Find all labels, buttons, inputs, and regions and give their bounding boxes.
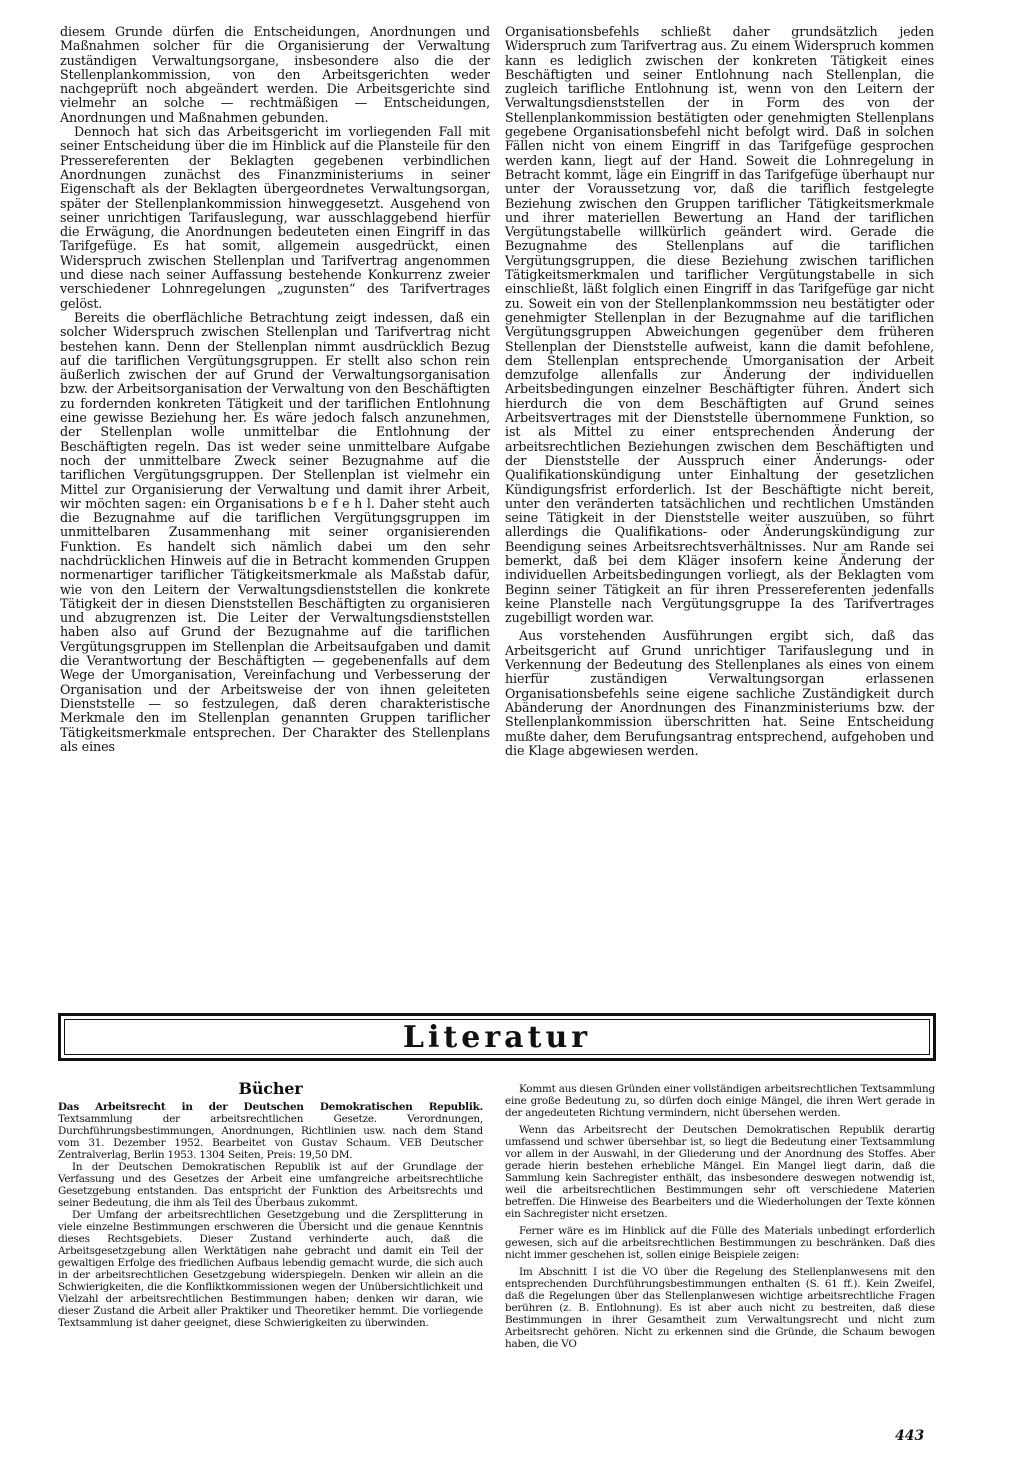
- paragraph: diesem Grunde dürfen die Entscheidungen, Anordnungen und Maßnahmen solcher für die Organisierung der Verwaltung zuständigen Verwaltungsorgane, insbesondere also die der Stellenplankommission, von den Arbeitsgerichten weder nachgeprüft noch abgeändert werden. Die Arbeitsgerichte sind vielmehr an solche — rechtmäßigen — Entscheidungen, Anordnungen und Maßnahmen gebunden.: [60, 24, 490, 125]
- upper-right-column: [505, 25, 934, 758]
- paragraph: Ferner wäre es im Hinblick auf die Fülle des Materials unbedingt erforderlich gewesen, sich auf die arbeitsrechtlichen Bestimmungen zu beschränken. Daß dies nicht immer geschehen ist, sollen einige Beispiele zeigen:: [505, 1225, 935, 1261]
- page-number: 443: [895, 1428, 925, 1444]
- paragraph: Bereits die oberflächliche Betrachtung zeigt indessen, daß ein solcher Widerspruch zwischen Stellenplan und Tarifvertrag nicht bestehen kann. Denn der Stellenplan nimmt ausdrücklich Bezug auf die tariflichen Vergütungsgruppen. Er stellt also schon rein äußerlich zwischen der auf Grund der Verwaltungsorganisation bzw. der Arbeitsorganisation der Verwaltung von den Beschäftigten zu fordernden konkreten Tätigkeit und der tariflichen Entlohnung eine gewisse Beziehung her. Es wäre jedoch falsch anzunehmen, der Stellenplan wolle unmittelbar die Entlohnung der Beschäftigten regeln. Das ist weder seine unmittelbare Aufgabe noch der unmittelbare Zweck seiner Bezugnahme auf die tariflichen Vergütungsgruppen. Der Stellenplan ist vielmehr ein Mittel zur Organisierung der Verwaltung und damit ihrer Arbeit, wir möchten sagen: ein Organisations b e f e h l. Daher steht auch die Bezugnahme auf die tariflichen Vergütungsgruppen im unmittelbaren Zusammenhang mit seiner organisierenden Funktion. Es handelt sich nämlich dabei um den sehr nachdrücklichen Hinweis auf die in Betracht kommenden Gruppen normenartiger tariflicher Tätigkeitsmerkmale als Maßstab dafür, wie von den Leitern der Verwaltungsdienststellen die konkrete Tätigkeit der in diesen Dienststellen Beschäftigten zu organisieren und abzugrenzen ist. Die Leiter der Verwaltungsdienststellen haben also auf Grund der Bezugnahme auf die tariflichen Vergütungsgruppen im Stellenplan die Arbeitsaufgaben und damit die Verantwortung der Beschäftigten — gegebenenfalls auf dem Wege der Umorganisation, Vereinfachung und Verbesserung der Organisation und der Arbeitsweise der von ihnen geleiteten Dienststelle — so festzulegen, daß deren charakteristische Merkmale den im Stellenplan genannten Gruppen tariflicher Tätigkeitsmerkmale entsprechen. Der Charakter des Stellenplans als eines: [60, 309, 490, 754]
- book-details: Textsammlung der arbeitsrechtlichen Gesetze. Verordnungen, Durchführungsbestimmungen, Anordnungen, Richtlinien usw. nach dem Stand vom 31. Dezember 1952. Bearbeitet von Gustav Schaum. VEB Deutscher Zentralverlag, Berlin 1953. 1304 Seiten, Preis: 19,50 DM.: [58, 1113, 483, 1161]
- paragraph: Wenn das Arbeitsrecht der Deutschen Demokratischen Republik derartig umfassend und schwer übersehbar ist, so liegt die Bedeutung einer Textsammlung vor allem in der Auswahl, in der Gliederung und der Anordnung des Stoffes. Aber gerade hierin bestehen erhebliche Mängel. Ein Mangel liegt darin, daß die Sammlung kein Sachregister enthält, das insbesondere deswegen notwendig ist, weil die arbeitsrechtlichen Bestimmungen sehr oft verschiedene Materien betreffen. Die Hinweise des Bearbeiters und die Wiederholungen der Texte können ein Sachregister nicht ersetzen.: [505, 1124, 935, 1220]
- bibliographic-entry: [58, 1101, 483, 1161]
- paragraph: Der Umfang der arbeitsrechtlichen Gesetzgebung und die Zersplitterung in viele einzelne Bestimmungen erschweren die Übersicht und die genaue Kenntnis dieses Rechtsgebiets. Dieser Zustand verhinderte auch, daß die Arbeitsgesetzgebung allen Werktätigen nahe gebracht und damit ein Teil der gewaltigen Erfolge des friedlichen Aufbaus lebendig gemacht wurde, die sich auch in der arbeitsrechtlichen Gesetzgebung widerspiegeln. Denken wir allein an die Schwierigkeiten, die die Konfliktkommissionen wegen der Unübersichtlichkeit und Vielzahl der arbeitsrechtlichen Bestimmungen haben; denken wir daran, wie dieser Zustand die Arbeit aller Praktiker und Theoretiker hemmt. Die vorliegende Textsammlung ist daher geeignet, diese Schwierigkeiten zu überwinden.: [58, 1209, 483, 1329]
- book-title: Das Arbeitsrecht in der Deutschen Demokratischen Republik.: [58, 1101, 483, 1113]
- section-title: Literatur: [402, 1019, 592, 1055]
- upper-left-column: [60, 25, 490, 754]
- lower-right-column: [505, 1083, 935, 1350]
- paragraph: Kommt aus diesen Gründen einer vollständigen arbeitsrechtlichen Textsammlung eine große Bedeutung zu, so dürfen doch einige Mängel, die ihren Wert gerade in der angedeuteten Richtung vermindern, nicht übersehen werden.: [505, 1083, 935, 1119]
- paragraph: Im Abschnitt I ist die VO über die Regelung des Stellenplanwesens mit den entsprechenden Durchführungsbestimmungen enthalten (S. 61 ff.). Kein Zweifel, daß die Regelungen über das Stellenplanwesen wichtige arbeitsrechtliche Fragen berühren (z. B. Entlohnung). Es ist aber auch nicht zu bestreiten, daß diese Bestimmungen in ihrer Gesamtheit zum Verwaltungsrecht und nicht zum Arbeitsrecht gehören. Nicht zu erkennen sind die Gründe, die Schaum bewogen haben, die VO: [505, 1266, 935, 1350]
- lower-left-column: [58, 1079, 483, 1329]
- paragraph: Dennoch hat sich das Arbeitsgericht im vorliegenden Fall mit seiner Entscheidung über die im Hinblick auf die Plansteile für den Pressereferenten der Beklagten gegebenen verbindlichen Anordnungen zunächst des Finanzministeriums in seiner Eigenschaft als der Beklagten übergeordnetes Verwaltungsorgan, später der Stellenplankommission hinweggesetzt. Ausgehend von seiner unrichtigen Tarifauslegung, war ausschlaggebend hierfür die Erwägung, die Anordnungen bedeuteten einen Eingriff in das Tarifgefüge. Es hat somit, allgemein ausgedrückt, einen Widerspruch zwischen Stellenplan und Tarifvertrag angenommen und diese nach seiner Auffassung bestehende Konkurrenz zweier verschiedener Lohnregelungen „zugunsten“ des Tarifvertrages gelöst.: [60, 124, 490, 311]
- paragraph: In der Deutschen Demokratischen Republik ist auf der Grundlage der Verfassung und des Gesetzes der Arbeit eine umfangreiche arbeitsrechtliche Gesetzgebung entstanden. Das entspricht der Funktion des Arbeitsrechts und seiner Bedeutung, die ihm als Teil des Überbaus zukommt.: [58, 1161, 483, 1209]
- paragraph: Aus vorstehenden Ausführungen ergibt sich, daß das Arbeitsgericht auf Grund unrichtiger Tarifauslegung und in Verkennung der Bedeutung des Stellenplanes als eines von einem hierfür zuständigen Verwaltungsorgan erlassenen Organisationsbefehls seine eigene sachliche Zuständigkeit durch Abänderung der Anordnungen des Finanzministeriums bzw. der Stellenplankommission überschritten hat. Seine Entscheidung mußte daher, dem Berufungsantrag entsprechend, aufgehoben und die Klage abgewiesen werden.: [505, 628, 934, 758]
- paragraph: Organisationsbefehls schließt daher grundsätzlich jeden Widerspruch zum Tarifvertrag aus. Zu einem Widerspruch kommen kann es lediglich zwischen der konkreten Tätigkeit eines Beschäftigten und seiner Entlohnung nach Stellenplan, die zugleich tarifliche Entlohnung ist, wenn von den Leitern der Verwaltungsdienststellen der in Form des von der Stellenplankommission bestätigten oder genehmigten Stellenplans gegebene Organisationsbefehl nicht befolgt wird. Daß in solchen Fällen nicht von einem Eingriff in das Tarifgefüge gesprochen werden kann, liegt auf der Hand. Soweit die Lohnregelung in Betracht kommt, läge ein Eingriff in das Tarifgefüge überhaupt nur unter der Voraussetzung vor, daß die tariflich festgelegte Beziehung zwischen den Gruppen tariflicher Tätigkeitsmerkmale und ihrer materiellen Bewertung an Hand der tariflichen Vergütungstabelle willkürlich geändert wird. Gerade die Bezugnahme des Stellenplans auf die tariflichen Vergütungsgruppen, die diese Beziehung zwischen tariflichen Tätigkeitsmerkmalen und tariflicher Vergütungstabelle in sich einschließt, läßt folglich einen Eingriff in das Tarifgefüge gar nicht zu. Soweit ein von der Stellenplankommssion neu bestätigter oder genehmigter Stellenplan in der Bezugnahme auf die tariflichen Vergütungsgruppen Abweichungen gegenüber dem früheren Stellenplan der Dienststelle aufweist, kann die damit befohlene, dem Stellenplan entsprechende Umorganisation der Arbeit demzufolge allenfalls zur Änderung der individuellen Arbeitsbedingungen einzelner Beschäftigter führen. Ändert sich hierdurch die von dem Beschäftigten auf Grund seines Arbeitsvertrages mit der Dienststelle übernommene Funktion, so ist als Mittel zu einer entsprechenden Änderung der arbeitsrechtlichen Beziehungen zwischen dem Beschäftigten und der Dienststelle der Ausspruch einer Änderungs- oder Qualifikationskündigung unter Einhaltung der gesetzlichen Kündigungsfrist erforderlich. Ist der Beschäftigte nicht bereit, unter den veränderten tatsächlichen und rechtlichen Umständen seine Tätigkeit in der Dienststelle weiter auszuüben, so führt allerdings die Qualifikations- oder Änderungskündigung zur Beendigung seines Arbeitsrechtsverhältnisses. Nur am Rande sei bemerkt, daß bei dem Kläger insofern keine Änderung der individuellen Arbeitsbedingungen vorliegt, als der Beklagten vom Beginn seiner Tätigkeit an für ihren Pressereferenten jedenfalls keine Planstelle nach Vergütungsgruppe Ia des Tarifvertrages zugebilligt worden war.: [505, 24, 934, 626]
- subsection-heading: Bücher: [238, 1079, 303, 1098]
- section-title-box: [58, 1013, 936, 1061]
